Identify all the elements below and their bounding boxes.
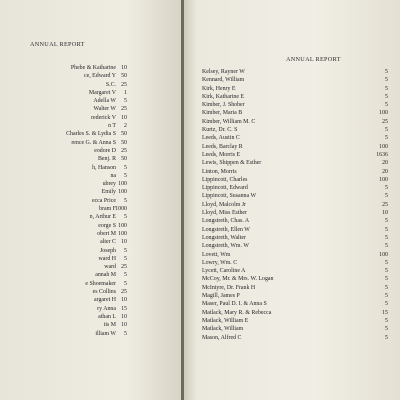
donor-entry bbox=[202, 93, 390, 101]
donor-entry bbox=[0, 247, 130, 255]
donor-name: Longstreth, Ellen W bbox=[202, 226, 250, 233]
donor-name: athan L bbox=[98, 313, 116, 320]
donor-entry bbox=[202, 292, 390, 300]
donation-amount: 5 bbox=[385, 234, 388, 241]
donor-entry bbox=[202, 309, 390, 317]
donor-entry bbox=[202, 226, 390, 234]
donor-name: ecca Price bbox=[91, 197, 116, 204]
donation-amount: 100 bbox=[379, 176, 388, 183]
donor-name: Lowry, Wm. C bbox=[202, 259, 238, 266]
donor-entry bbox=[0, 97, 130, 105]
donor-name: Longstreth, Wm. W bbox=[202, 243, 249, 250]
donor-name: Kurtz, Dr. C. S bbox=[202, 127, 238, 134]
donor-entry bbox=[202, 275, 390, 283]
donation-amount: 20 bbox=[382, 168, 388, 175]
donor-name: Lloyd, Malcolm Jr bbox=[202, 201, 247, 208]
donation-amount: 5 bbox=[124, 164, 127, 171]
donor-name: annah M bbox=[95, 272, 116, 279]
donor-entry bbox=[0, 255, 130, 263]
donor-name: h, Hanson bbox=[92, 164, 116, 171]
donor-entry bbox=[0, 271, 130, 279]
donation-amount: 25 bbox=[121, 147, 127, 154]
donor-entry bbox=[202, 334, 390, 342]
donation-amount: 15 bbox=[382, 309, 388, 316]
donor-entry bbox=[202, 284, 390, 292]
donation-amount: 5 bbox=[385, 135, 388, 142]
donation-amount: 25 bbox=[121, 264, 127, 271]
donor-entry bbox=[0, 296, 130, 304]
donation-amount: 5 bbox=[124, 214, 127, 221]
donor-entry bbox=[0, 213, 130, 221]
donation-amount: 5 bbox=[385, 218, 388, 225]
donor-entry bbox=[0, 130, 130, 138]
donor-entry bbox=[0, 81, 130, 89]
donor-name: Lewis, Shippen & Esther bbox=[202, 160, 262, 167]
donor-entry bbox=[202, 134, 390, 142]
donor-name: Kennard, William bbox=[202, 77, 245, 84]
donor-entry bbox=[202, 101, 390, 109]
donation-amount: 25 bbox=[382, 118, 388, 125]
donor-name: ubrey bbox=[102, 181, 116, 188]
donation-amount: 10 bbox=[121, 297, 127, 304]
donation-amount: 20 bbox=[382, 160, 388, 167]
donor-entry bbox=[202, 151, 390, 159]
donor-entry bbox=[202, 300, 390, 308]
donor-name: Charles S. & Lydia S bbox=[66, 131, 116, 138]
donor-name: McIntyre, Dr. Frank H bbox=[202, 284, 256, 291]
donation-amount: 5 bbox=[385, 317, 388, 324]
donor-entry bbox=[0, 222, 130, 230]
donation-amount: 10 bbox=[121, 322, 127, 329]
donor-name: n, Arthur E bbox=[89, 214, 116, 221]
donor-entry bbox=[0, 64, 130, 72]
donation-amount: 100 bbox=[118, 181, 127, 188]
donor-name: argaret H bbox=[94, 297, 116, 304]
donation-amount: 5 bbox=[385, 268, 388, 275]
donor-name: Kimber, William M. C bbox=[202, 118, 256, 125]
donor-entry bbox=[0, 197, 130, 205]
donor-name: bram F bbox=[99, 206, 116, 213]
donation-amount: 5 bbox=[385, 102, 388, 109]
donor-name: McCoy, Mr. & Mrs. W. Logan bbox=[202, 276, 274, 283]
donation-amount: 100 bbox=[118, 189, 127, 196]
donor-entry bbox=[202, 325, 390, 333]
donor-entry bbox=[0, 238, 130, 246]
donor-entry bbox=[202, 209, 390, 217]
donor-entry bbox=[202, 242, 390, 250]
donor-name: eorge S bbox=[98, 222, 116, 229]
donor-entry bbox=[0, 114, 130, 122]
donor-entry bbox=[202, 259, 390, 267]
donation-amount: 10 bbox=[121, 114, 127, 121]
left-donor-list bbox=[0, 64, 130, 338]
donation-amount: 5 bbox=[385, 276, 388, 283]
donation-amount: 5 bbox=[385, 301, 388, 308]
donation-amount: 5 bbox=[385, 127, 388, 134]
donor-name: e Shoemaker bbox=[85, 280, 116, 287]
donor-name: Matlack, William E bbox=[202, 317, 249, 324]
donor-name: Kimber, Maria B bbox=[202, 110, 243, 117]
donor-name: Matlack, William bbox=[202, 326, 244, 333]
donation-amount: 100 bbox=[379, 143, 388, 150]
donor-name: n T bbox=[108, 123, 116, 130]
donor-name: Lippincott, Charles bbox=[202, 176, 248, 183]
right-donor-list bbox=[202, 68, 390, 342]
donation-amount: 5 bbox=[385, 226, 388, 233]
donation-amount: 5 bbox=[124, 172, 127, 179]
donor-name: tis M bbox=[103, 322, 116, 329]
donor-entry bbox=[0, 321, 130, 329]
donor-entry bbox=[202, 317, 390, 325]
donor-name: ward H bbox=[98, 255, 116, 262]
donor-name: eodore D bbox=[94, 147, 116, 154]
donation-amount: 25 bbox=[121, 289, 127, 296]
donation-amount: 10 bbox=[121, 313, 127, 320]
donation-amount: 10 bbox=[382, 210, 388, 217]
donor-name: Matlack, Mary R. & Rebecca bbox=[202, 309, 272, 316]
donor-entry bbox=[0, 155, 130, 163]
left-page bbox=[0, 0, 181, 400]
donor-entry bbox=[0, 180, 130, 188]
donor-entry bbox=[202, 234, 390, 242]
donor-name: Benj. R bbox=[98, 156, 116, 163]
donation-amount: 50 bbox=[121, 139, 127, 146]
donor-entry bbox=[0, 164, 130, 172]
donor-entry bbox=[0, 205, 130, 213]
donation-amount: 15 bbox=[121, 305, 127, 312]
donation-amount: 2 bbox=[124, 123, 127, 130]
donation-amount: 5 bbox=[385, 185, 388, 192]
donor-entry bbox=[202, 126, 390, 134]
donor-name: ry Anna bbox=[97, 305, 116, 312]
donation-amount: 1 bbox=[124, 89, 127, 96]
donation-amount: 5 bbox=[124, 255, 127, 262]
donor-name: Adella W bbox=[93, 98, 116, 105]
donor-name: S.C. bbox=[105, 81, 116, 88]
donor-name: Lovett, Wm bbox=[202, 251, 231, 258]
donor-entry bbox=[202, 267, 390, 275]
donor-entry bbox=[0, 330, 130, 338]
donor-name: Kelsey, Rayner W bbox=[202, 69, 245, 75]
donation-amount: 5 bbox=[124, 330, 127, 337]
donor-entry bbox=[202, 168, 390, 176]
donor-entry bbox=[0, 139, 130, 147]
donor-entry bbox=[0, 263, 130, 271]
donation-amount: 5 bbox=[385, 259, 388, 266]
left-page-header: ANNUAL REPORT bbox=[30, 41, 85, 48]
donor-name: ward bbox=[104, 264, 116, 271]
donation-amount: 50 bbox=[121, 156, 127, 163]
donor-entry bbox=[202, 159, 390, 167]
donor-entry bbox=[202, 184, 390, 192]
donation-amount: 100 bbox=[379, 251, 388, 258]
donation-amount: 5 bbox=[385, 193, 388, 200]
donor-name: Longstreth, Walter bbox=[202, 234, 246, 241]
donation-amount: 5 bbox=[124, 98, 127, 105]
donation-amount: 5 bbox=[124, 280, 127, 287]
donor-name: rederick V bbox=[91, 114, 116, 121]
donation-amount: 5 bbox=[385, 326, 388, 333]
donation-amount: 5 bbox=[124, 272, 127, 279]
donor-entry bbox=[202, 192, 390, 200]
donor-name: Lippincott, Edward bbox=[202, 185, 248, 192]
donor-name: Leeds, Morris E bbox=[202, 151, 241, 158]
donation-amount: 5 bbox=[385, 293, 388, 300]
donor-entry bbox=[0, 230, 130, 238]
donation-amount: 5 bbox=[385, 69, 388, 75]
donor-name: Walter W bbox=[93, 106, 116, 113]
donor-name: Magill, James P bbox=[202, 293, 240, 300]
donor-entry bbox=[0, 89, 130, 97]
donation-amount: 5 bbox=[124, 197, 127, 204]
donor-entry bbox=[202, 176, 390, 184]
donor-entry bbox=[0, 72, 130, 80]
donor-entry bbox=[0, 305, 130, 313]
donor-entry bbox=[202, 143, 390, 151]
donor-entry bbox=[202, 76, 390, 84]
donor-name: Longstreth, Chas. A bbox=[202, 218, 250, 225]
donation-amount: 1000 bbox=[115, 206, 127, 213]
donor-name: ce, Edward Y bbox=[83, 73, 116, 80]
donor-name: rence G. & Anna S bbox=[71, 139, 116, 146]
donation-amount: 5 bbox=[385, 77, 388, 84]
donor-entry bbox=[0, 172, 130, 180]
donor-name: Linton, Morris bbox=[202, 168, 237, 175]
donation-amount: 10 bbox=[121, 239, 127, 246]
donor-name: Leeds, Barclay R bbox=[202, 143, 243, 150]
donor-name: Emily bbox=[101, 189, 116, 196]
donor-entry bbox=[0, 188, 130, 196]
donor-name: es Collins bbox=[92, 289, 116, 296]
donor-name: Lloyd, Miss Esther bbox=[202, 210, 247, 217]
right-page bbox=[184, 0, 400, 400]
donor-name: Kirk, Henry E bbox=[202, 85, 236, 92]
donor-name: illiam W bbox=[95, 330, 116, 337]
donation-amount: 25 bbox=[121, 81, 127, 88]
donor-name: Kirk, Katharine E bbox=[202, 93, 245, 100]
donation-amount: 100 bbox=[118, 222, 127, 229]
donor-name: Phebe & Katharine bbox=[70, 65, 116, 71]
donor-entry bbox=[202, 68, 390, 76]
donor-name: Margaret V bbox=[88, 89, 116, 96]
donor-name: Leeds, Austin C bbox=[202, 135, 240, 142]
right-page-header: ANNUAL REPORT bbox=[286, 56, 341, 63]
donor-entry bbox=[202, 201, 390, 209]
donor-entry bbox=[202, 118, 390, 126]
donation-amount: 25 bbox=[382, 201, 388, 208]
donation-amount: 1636 bbox=[376, 151, 388, 158]
donor-name: Mason, Alfred C bbox=[202, 334, 242, 341]
donation-amount: 5 bbox=[385, 243, 388, 250]
donor-entry bbox=[0, 280, 130, 288]
donor-entry bbox=[0, 147, 130, 155]
donor-name: Lippincott, Susanna W bbox=[202, 193, 257, 200]
donation-amount: 5 bbox=[124, 247, 127, 254]
donor-entry bbox=[202, 109, 390, 117]
donation-amount: 25 bbox=[121, 106, 127, 113]
donor-name: Joseph bbox=[99, 247, 116, 254]
donor-entry bbox=[202, 85, 390, 93]
donation-amount: 5 bbox=[385, 334, 388, 341]
donation-amount: 100 bbox=[118, 230, 127, 237]
donation-amount: 50 bbox=[121, 73, 127, 80]
donor-name: Lycett, Caroline A bbox=[202, 268, 246, 275]
donation-amount: 5 bbox=[385, 284, 388, 291]
donor-name: na bbox=[110, 172, 116, 179]
donation-amount: 5 bbox=[385, 93, 388, 100]
donor-entry bbox=[0, 105, 130, 113]
donation-amount: 100 bbox=[379, 110, 388, 117]
donor-name: obert M bbox=[97, 230, 116, 237]
donation-amount: 10 bbox=[121, 65, 127, 71]
donor-name: Maser, Paul D. I. & Anna S bbox=[202, 301, 267, 308]
donation-amount: 50 bbox=[121, 131, 127, 138]
donor-entry bbox=[0, 313, 130, 321]
donor-entry bbox=[0, 288, 130, 296]
donor-entry bbox=[0, 122, 130, 130]
donor-name: Kimber, J. Shober bbox=[202, 102, 245, 109]
donor-entry bbox=[202, 251, 390, 259]
donor-name: alter C bbox=[100, 239, 116, 246]
donation-amount: 5 bbox=[385, 85, 388, 92]
donor-entry bbox=[202, 217, 390, 225]
